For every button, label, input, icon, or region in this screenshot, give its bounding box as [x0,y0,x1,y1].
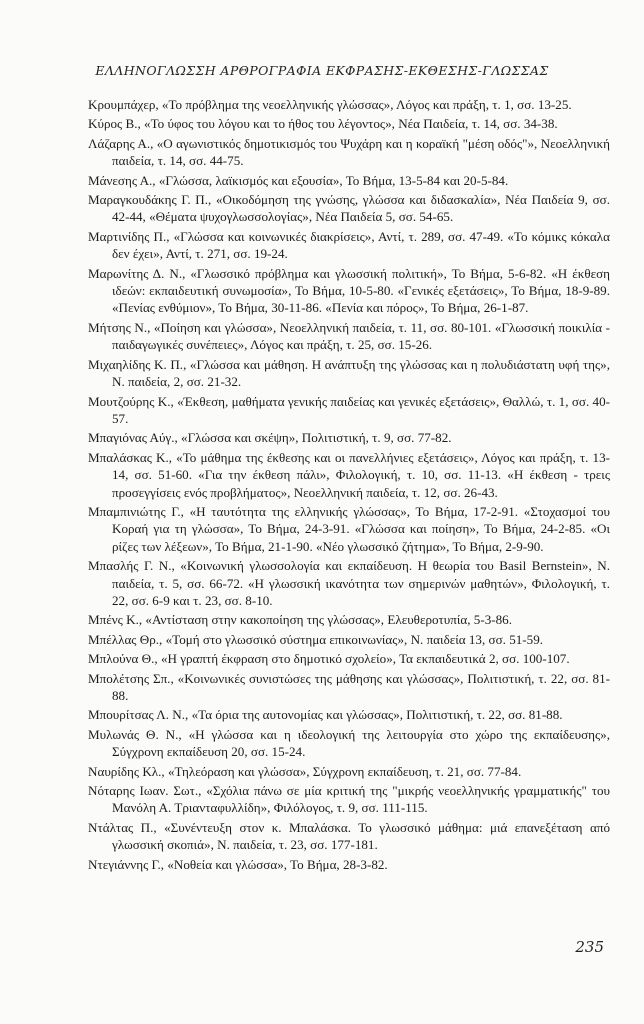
bibliography-entry: Μαρτινίδης Π., «Γλώσσα και κοινωνικές διακρίσεις», Αντί, τ. 289, σσ. 47-49. «Το κόμικς κόκαλα δεν έχει», Αντί, τ. 271, σσ. 19-24. [88,228,610,262]
bibliography-entry: Κρουμπάχερ, «Το πρόβλημα της νεοελληνικής γλώσσας», Λόγος και πράξη, τ. 1, σσ. 13-25. [88,97,572,112]
bibliography-entry: Μουτζούρης Κ., «Έκθεση, μαθήματα γενικής παιδείας και γενικές εξετάσεις», Θαλλώ, τ. 1, σσ. 40-57. [88,393,610,426]
bibliography-entry: Νόταρης Ιωαν. Σωτ., «Σχόλια πάνω σε μία κριτική της "μικρής νεοελληνικής γραμματικής" του Μανόλη Α. Τριανταφυλλίδη», Φιλόλογος, τ. 9, σσ. 111-115. [88,783,610,816]
bibliography-entry: Ναυρίδης Κλ., «Τηλεόραση και γλώσσα», Σύγχρονη εκπαίδευση, τ. 21, σσ. 77-84. [88,763,522,779]
bibliography-entry: Ντεγιάννης Γ., «Νοθεία και γλώσσα», Το Βήμα, 28-3-82. [88,856,388,872]
bibliography-entry: Μπαλάσκας Κ., «Το μάθημα της έκθεσης και οι πανελλήνιες εξετάσεις», Λόγος και πράξη, τ. 13-14, σσ. 51-60. «Για την έκθεση πάλι», Φιλολογική, τ. 10, σσ. 11-13. «Η έκθεση - τρεις προσεγγίσεις ενός προβλήματος», Νεοελληνική παιδεία, τ. 12, σσ. 26-43. [88,449,610,500]
bibliography-entry: Μπασλής Γ. Ν., «Κοινωνική γλωσσολογία και εκπαίδευση. Η θεωρία του Basil Bernstein», Ν. παιδεία, τ. 5, σσ. 66-72. «Η γλωσσική ικανότητα των σημερινών μαθητών», Φιλολογική, τ. 22, σσ. 6-9 και τ. 23, σσ. 8-10. [88,558,610,608]
bibliography-entry: Μιχαηλίδης Κ. Π., «Γλώσσα και μάθηση. Η ανάπτυξη της γλώσσας και η πολυδιάστατη υφή της», Ν. παιδεία, 2, σσ. 21-32. [88,356,610,390]
bibliography-entry: Μήτσης Ν., «Ποίηση και γλώσσα», Νεοελληνική παιδεία, τ. 11, σσ. 80-101. «Γλωσσική ποικιλία - παιδαγωγικές συνέπειες», Λόγος και πράξη, τ. 25, σσ. 15-26. [88,319,610,353]
bibliography-entry: Κύρος Β., «Το ύφος του λόγου και το ήθος του λέγοντος», Νέα Παιδεία, τ. 14, σσ. 34-38. [88,116,558,132]
bibliography-entry: Μπένς Κ., «Αντίσταση στην κακοποίηση της γλώσσας», Ελευθεροτυπία, 5-3-86. [88,612,512,628]
bibliography-entry: Μαρωνίτης Δ. Ν., «Γλωσσικό πρόβλημα και γλωσσική πολιτική», Το Βήμα, 5-6-82. «Η έκθεση ιδεών: εκπαιδευτική συνωμοσία», Το Βήμα, 10-5-80. «Γενικές εξετάσεις», Το Βήμα, 18-9-89. «Πενίας ενθύμιον», Το Βήμα, 30-11-86. «Πενία και πόρος», Το Βήμα, 26-1-87. [88,265,610,316]
bibliography-entry: Λάζαρης Α., «Ο αγωνιστικός δημοτικισμός του Ψυχάρη και η κοραϊκή "μέση οδός"», Νεοελληνική παιδεία, τ. 14, σσ. 44-75. [88,135,610,169]
running-header: ΕΛΛΗΝΟΓΛΩΣΣΗ ΑΡΘΡΟΓΡΑΦΙΑ ΕΚΦΡΑΣΗΣ-ΕΚΘΕΣΗΣ-ΓΛΩΣΣΑΣ [95,63,549,78]
bibliography-entry: Μπαμπινιώτης Γ., «Η ταυτότητα της ελληνικής γλώσσας», Το Βήμα, 17-2-91. «Στοχασμοί του Κοραή για τη γλώσσα», Το Βήμα, 24-3-91. «Γλώσσα και ποίηση», Το Βήμα, 24-2-85. «Οι ρίζες των λέξεων», Το Βήμα, 21-1-90. «Νέο γλωσσικό ζήτημα», Το Βήμα, 2-9-90. [88,503,610,554]
bibliography-entry: Μαραγκουδάκης Γ. Π., «Οικοδόμηση της γνώσης, γλώσσα και διδασκαλία», Νέα Παιδεία 9, σσ. 42-44, «Θέματα ψυχογλωσσολογίας», Νέα Παιδεία 5, σσ. 54-65. [88,192,610,225]
bibliography-entry: Μπολέτσης Σπ., «Κοινωνικές συνιστώσες της μάθησης και γλώσσας», Πολιτιστική, τ. 22, σσ. 81-88. [88,670,610,703]
bibliography-entry: Μάνεσης Α., «Γλώσσα, λαϊκισμός και εξουσία», Το Βήμα, 13-5-84 και 20-5-84. [88,172,509,188]
page-number: 235 [575,938,604,956]
bibliography-entry: Μπαγιόνας Αύγ., «Γλώσσα και σκέψη», Πολιτιστική, τ. 9, σσ. 77-82. [88,430,452,446]
bibliography-entry: Μπλούνα Θ., «Η γραπτή έκφραση στο δημοτικό σχολείο», Τα εκπαιδευτικά 2, σσ. 100-107. [88,651,570,667]
bibliography-entry: Μπέλλας Θρ., «Τομή στο γλωσσικό σύστημα επικοινωνίας», Ν. παιδεία 13, σσ. 51-59. [88,631,544,647]
bibliography-entry: Ντάλτας Π., «Συνέντευξη στον κ. Μπαλάσκα. Το γλωσσικό μάθημα: μιά επανεξέταση από γλωσσική σκοπιά», Ν. παιδεία, τ. 23, σσ. 177-181. [88,819,610,853]
bibliography-entry: Μπουρίτσας Λ. Ν., «Τα όρια της αυτονομίας και γλώσσας», Πολιτιστική, τ. 22, σσ. 81-88. [88,707,563,723]
bibliography-list [88,96,610,875]
bibliography-entry: Μυλωνάς Θ. Ν., «Η γλώσσα και η ιδεολογική της λειτουργία στο χώρο της εκπαίδευσης», Σύγχρονη εκπαίδευση 20, σσ. 15-24. [88,726,610,760]
